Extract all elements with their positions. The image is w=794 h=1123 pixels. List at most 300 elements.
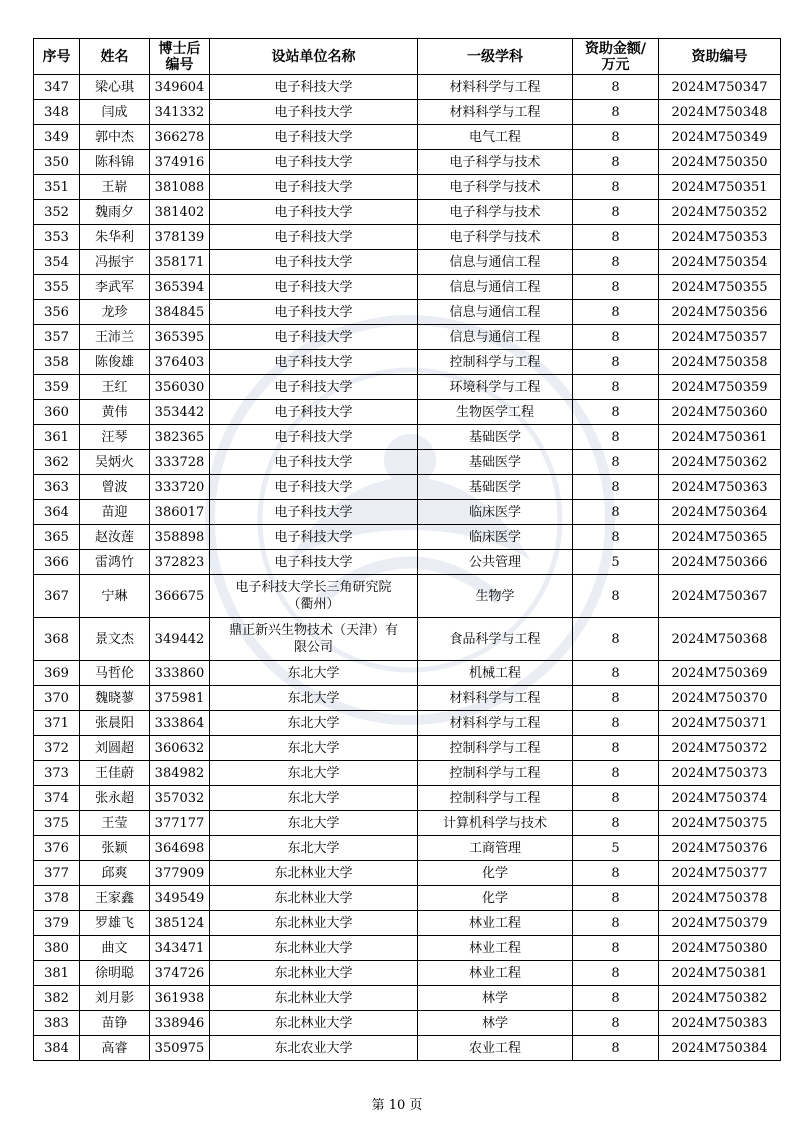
table-header-row <box>34 39 781 75</box>
cell-discipline: 林学 <box>418 1011 573 1036</box>
cell-name: 罗雄飞 <box>80 911 150 936</box>
cell-institution: 电子科技大学 <box>210 325 418 350</box>
cell-discipline: 材料科学与工程 <box>418 686 573 711</box>
cell-grant-id: 2024M750363 <box>659 475 781 500</box>
cell-postdoc-id: 356030 <box>150 375 210 400</box>
page-number: 第 10 页 <box>371 1098 423 1113</box>
cell-amount: 8 <box>573 500 659 525</box>
cell-amount: 5 <box>573 836 659 861</box>
table-row <box>34 811 781 836</box>
cell-index: 350 <box>34 150 80 175</box>
cell-index: 356 <box>34 300 80 325</box>
cell-amount: 8 <box>573 786 659 811</box>
table-row <box>34 325 781 350</box>
funding-table <box>33 38 781 1061</box>
cell-amount: 8 <box>573 761 659 786</box>
cell-grant-id: 2024M750368 <box>659 618 781 661</box>
cell-institution: 东北农业大学 <box>210 1036 418 1061</box>
cell-amount: 8 <box>573 936 659 961</box>
cell-index: 379 <box>34 911 80 936</box>
cell-name: 魏晓蓼 <box>80 686 150 711</box>
cell-discipline: 控制科学与工程 <box>418 350 573 375</box>
cell-discipline: 电气工程 <box>418 125 573 150</box>
cell-amount: 8 <box>573 861 659 886</box>
cell-institution: 电子科技大学 <box>210 350 418 375</box>
cell-postdoc-id: 358171 <box>150 250 210 275</box>
table-row <box>34 500 781 525</box>
cell-amount: 8 <box>573 425 659 450</box>
cell-index: 368 <box>34 618 80 661</box>
cell-name: 王沛兰 <box>80 325 150 350</box>
cell-grant-id: 2024M750374 <box>659 786 781 811</box>
cell-index: 349 <box>34 125 80 150</box>
cell-institution: 东北林业大学 <box>210 911 418 936</box>
cell-postdoc-id: 374726 <box>150 961 210 986</box>
cell-discipline: 材料科学与工程 <box>418 75 573 100</box>
cell-postdoc-id: 386017 <box>150 500 210 525</box>
cell-discipline: 工商管理 <box>418 836 573 861</box>
table-row <box>34 175 781 200</box>
cell-index: 347 <box>34 75 80 100</box>
cell-amount: 8 <box>573 1036 659 1061</box>
cell-amount: 8 <box>573 200 659 225</box>
cell-discipline: 基础医学 <box>418 425 573 450</box>
table-row <box>34 225 781 250</box>
cell-grant-id: 2024M750362 <box>659 450 781 475</box>
cell-grant-id: 2024M750352 <box>659 200 781 225</box>
cell-discipline: 化学 <box>418 861 573 886</box>
cell-postdoc-id: 384845 <box>150 300 210 325</box>
cell-institution: 东北林业大学 <box>210 986 418 1011</box>
cell-amount: 8 <box>573 250 659 275</box>
cell-postdoc-id: 338946 <box>150 1011 210 1036</box>
cell-discipline: 林业工程 <box>418 961 573 986</box>
cell-name: 梁心琪 <box>80 75 150 100</box>
cell-name: 景文杰 <box>80 618 150 661</box>
cell-institution: 东北大学 <box>210 661 418 686</box>
cell-amount: 8 <box>573 961 659 986</box>
cell-name: 陈俊雄 <box>80 350 150 375</box>
cell-institution: 东北林业大学 <box>210 936 418 961</box>
cell-postdoc-id: 349442 <box>150 618 210 661</box>
cell-institution: 电子科技大学 <box>210 150 418 175</box>
table-row <box>34 836 781 861</box>
cell-institution: 东北大学 <box>210 736 418 761</box>
cell-name: 张颖 <box>80 836 150 861</box>
table-row <box>34 150 781 175</box>
cell-discipline: 食品科学与工程 <box>418 618 573 661</box>
cell-index: 365 <box>34 525 80 550</box>
cell-grant-id: 2024M750366 <box>659 550 781 575</box>
table-row <box>34 736 781 761</box>
table-row <box>34 300 781 325</box>
cell-amount: 8 <box>573 618 659 661</box>
cell-index: 352 <box>34 200 80 225</box>
cell-postdoc-id: 333864 <box>150 711 210 736</box>
cell-index: 364 <box>34 500 80 525</box>
cell-institution: 东北大学 <box>210 836 418 861</box>
cell-amount: 8 <box>573 75 659 100</box>
cell-discipline: 控制科学与工程 <box>418 761 573 786</box>
cell-institution: 电子科技大学 <box>210 250 418 275</box>
cell-name: 吴炳火 <box>80 450 150 475</box>
cell-index: 373 <box>34 761 80 786</box>
cell-name: 苗迎 <box>80 500 150 525</box>
cell-index: 370 <box>34 686 80 711</box>
cell-discipline: 控制科学与工程 <box>418 736 573 761</box>
cell-postdoc-id: 358898 <box>150 525 210 550</box>
cell-discipline: 化学 <box>418 886 573 911</box>
cell-discipline: 电子科学与技术 <box>418 175 573 200</box>
column-header-postdoc-id: 博士后 编号 <box>150 39 210 75</box>
cell-discipline: 林业工程 <box>418 911 573 936</box>
cell-name: 李武军 <box>80 275 150 300</box>
cell-postdoc-id: 377909 <box>150 861 210 886</box>
cell-grant-id: 2024M750353 <box>659 225 781 250</box>
cell-index: 381 <box>34 961 80 986</box>
table-row <box>34 761 781 786</box>
cell-discipline: 电子科学与技术 <box>418 200 573 225</box>
cell-discipline: 材料科学与工程 <box>418 711 573 736</box>
cell-institution: 东北林业大学 <box>210 886 418 911</box>
cell-discipline: 计算机科学与技术 <box>418 811 573 836</box>
cell-grant-id: 2024M750356 <box>659 300 781 325</box>
cell-name: 赵汝莲 <box>80 525 150 550</box>
cell-postdoc-id: 341332 <box>150 100 210 125</box>
column-header-index: 序号 <box>34 39 80 75</box>
cell-amount: 8 <box>573 686 659 711</box>
cell-amount: 8 <box>573 986 659 1011</box>
cell-grant-id: 2024M750358 <box>659 350 781 375</box>
cell-discipline: 生物医学工程 <box>418 400 573 425</box>
cell-name: 张晨阳 <box>80 711 150 736</box>
cell-postdoc-id: 357032 <box>150 786 210 811</box>
table-row <box>34 100 781 125</box>
cell-postdoc-id: 378139 <box>150 225 210 250</box>
cell-name: 雷鸿竹 <box>80 550 150 575</box>
cell-index: 366 <box>34 550 80 575</box>
table-row <box>34 961 781 986</box>
cell-grant-id: 2024M750357 <box>659 325 781 350</box>
table-row <box>34 400 781 425</box>
cell-grant-id: 2024M750367 <box>659 575 781 618</box>
cell-index: 378 <box>34 886 80 911</box>
cell-discipline: 材料科学与工程 <box>418 100 573 125</box>
cell-amount: 8 <box>573 736 659 761</box>
cell-institution: 电子科技大学 <box>210 450 418 475</box>
cell-grant-id: 2024M750361 <box>659 425 781 450</box>
cell-grant-id: 2024M750376 <box>659 836 781 861</box>
table-row <box>34 686 781 711</box>
cell-amount: 8 <box>573 475 659 500</box>
cell-name: 王家鑫 <box>80 886 150 911</box>
cell-amount: 8 <box>573 300 659 325</box>
cell-name: 王红 <box>80 375 150 400</box>
cell-institution: 电子科技大学 <box>210 425 418 450</box>
cell-discipline: 生物学 <box>418 575 573 618</box>
cell-postdoc-id: 384982 <box>150 761 210 786</box>
cell-amount: 8 <box>573 711 659 736</box>
table-row <box>34 450 781 475</box>
cell-grant-id: 2024M750350 <box>659 150 781 175</box>
cell-grant-id: 2024M750364 <box>659 500 781 525</box>
cell-postdoc-id: 376403 <box>150 350 210 375</box>
cell-institution: 电子科技大学 <box>210 400 418 425</box>
cell-discipline: 信息与通信工程 <box>418 325 573 350</box>
table-row <box>34 886 781 911</box>
column-header-name: 姓名 <box>80 39 150 75</box>
cell-institution: 东北大学 <box>210 786 418 811</box>
cell-institution: 东北林业大学 <box>210 861 418 886</box>
cell-index: 380 <box>34 936 80 961</box>
cell-grant-id: 2024M750378 <box>659 886 781 911</box>
cell-institution: 东北大学 <box>210 761 418 786</box>
cell-grant-id: 2024M750348 <box>659 100 781 125</box>
cell-index: 359 <box>34 375 80 400</box>
cell-grant-id: 2024M750360 <box>659 400 781 425</box>
table-row <box>34 786 781 811</box>
cell-amount: 8 <box>573 1011 659 1036</box>
cell-postdoc-id: 375981 <box>150 686 210 711</box>
cell-institution: 东北林业大学 <box>210 961 418 986</box>
cell-discipline: 机械工程 <box>418 661 573 686</box>
cell-amount: 8 <box>573 125 659 150</box>
cell-institution: 东北林业大学 <box>210 1011 418 1036</box>
cell-index: 383 <box>34 1011 80 1036</box>
cell-grant-id: 2024M750371 <box>659 711 781 736</box>
cell-postdoc-id: 365395 <box>150 325 210 350</box>
cell-institution: 鼎正新兴生物技术（天津）有 限公司 <box>210 618 418 661</box>
cell-institution: 电子科技大学 <box>210 375 418 400</box>
cell-index: 367 <box>34 575 80 618</box>
cell-postdoc-id: 381088 <box>150 175 210 200</box>
table-row <box>34 75 781 100</box>
cell-postdoc-id: 361938 <box>150 986 210 1011</box>
cell-index: 355 <box>34 275 80 300</box>
cell-postdoc-id: 372823 <box>150 550 210 575</box>
cell-index: 363 <box>34 475 80 500</box>
table-row <box>34 200 781 225</box>
cell-discipline: 控制科学与工程 <box>418 786 573 811</box>
cell-grant-id: 2024M750359 <box>659 375 781 400</box>
cell-discipline: 信息与通信工程 <box>418 250 573 275</box>
cell-amount: 8 <box>573 375 659 400</box>
table-row <box>34 250 781 275</box>
cell-grant-id: 2024M750383 <box>659 1011 781 1036</box>
column-header-amount: 资助金额/ 万元 <box>573 39 659 75</box>
cell-index: 353 <box>34 225 80 250</box>
table-row <box>34 936 781 961</box>
cell-index: 354 <box>34 250 80 275</box>
cell-postdoc-id: 350975 <box>150 1036 210 1061</box>
cell-index: 348 <box>34 100 80 125</box>
cell-institution: 电子科技大学 <box>210 225 418 250</box>
cell-name: 王佳蔚 <box>80 761 150 786</box>
cell-grant-id: 2024M750347 <box>659 75 781 100</box>
cell-discipline: 农业工程 <box>418 1036 573 1061</box>
cell-name: 刘圆超 <box>80 736 150 761</box>
cell-postdoc-id: 374916 <box>150 150 210 175</box>
cell-name: 苗铮 <box>80 1011 150 1036</box>
cell-postdoc-id: 365394 <box>150 275 210 300</box>
table-row <box>34 525 781 550</box>
cell-postdoc-id: 381402 <box>150 200 210 225</box>
cell-amount: 8 <box>573 911 659 936</box>
cell-grant-id: 2024M750382 <box>659 986 781 1011</box>
cell-amount: 5 <box>573 550 659 575</box>
table-row <box>34 425 781 450</box>
cell-amount: 8 <box>573 350 659 375</box>
cell-grant-id: 2024M750379 <box>659 911 781 936</box>
cell-discipline: 环境科学与工程 <box>418 375 573 400</box>
cell-name: 马哲伦 <box>80 661 150 686</box>
column-header-discipline: 一级学科 <box>418 39 573 75</box>
cell-discipline: 电子科学与技术 <box>418 225 573 250</box>
cell-index: 357 <box>34 325 80 350</box>
cell-amount: 8 <box>573 525 659 550</box>
cell-name: 张永超 <box>80 786 150 811</box>
cell-institution: 电子科技大学 <box>210 500 418 525</box>
cell-grant-id: 2024M750354 <box>659 250 781 275</box>
cell-amount: 8 <box>573 275 659 300</box>
cell-name: 朱华利 <box>80 225 150 250</box>
cell-discipline: 公共管理 <box>418 550 573 575</box>
table-row <box>34 618 781 661</box>
table-row <box>34 275 781 300</box>
table-row <box>34 375 781 400</box>
cell-discipline: 林学 <box>418 986 573 1011</box>
cell-postdoc-id: 366675 <box>150 575 210 618</box>
cell-postdoc-id: 333728 <box>150 450 210 475</box>
cell-institution: 电子科技大学 <box>210 125 418 150</box>
cell-postdoc-id: 366278 <box>150 125 210 150</box>
cell-institution: 东北大学 <box>210 711 418 736</box>
cell-grant-id: 2024M750370 <box>659 686 781 711</box>
column-header-grant-id: 资助编号 <box>659 39 781 75</box>
cell-amount: 8 <box>573 100 659 125</box>
cell-postdoc-id: 343471 <box>150 936 210 961</box>
cell-amount: 8 <box>573 811 659 836</box>
table-row <box>34 1036 781 1061</box>
cell-amount: 8 <box>573 325 659 350</box>
cell-institution: 电子科技大学 <box>210 75 418 100</box>
cell-institution: 电子科技大学 <box>210 275 418 300</box>
cell-postdoc-id: 349549 <box>150 886 210 911</box>
cell-index: 371 <box>34 711 80 736</box>
cell-postdoc-id: 364698 <box>150 836 210 861</box>
cell-index: 377 <box>34 861 80 886</box>
cell-institution: 电子科技大学 <box>210 100 418 125</box>
cell-grant-id: 2024M750369 <box>659 661 781 686</box>
cell-index: 382 <box>34 986 80 1011</box>
table-row <box>34 986 781 1011</box>
cell-discipline: 信息与通信工程 <box>418 300 573 325</box>
cell-postdoc-id: 385124 <box>150 911 210 936</box>
cell-discipline: 电子科学与技术 <box>418 150 573 175</box>
cell-discipline: 临床医学 <box>418 525 573 550</box>
cell-index: 372 <box>34 736 80 761</box>
cell-name: 龙珍 <box>80 300 150 325</box>
cell-postdoc-id: 349604 <box>150 75 210 100</box>
cell-discipline: 林业工程 <box>418 936 573 961</box>
cell-grant-id: 2024M750372 <box>659 736 781 761</box>
cell-institution: 电子科技大学 <box>210 525 418 550</box>
cell-postdoc-id: 377177 <box>150 811 210 836</box>
cell-name: 王莹 <box>80 811 150 836</box>
cell-name: 曾波 <box>80 475 150 500</box>
cell-grant-id: 2024M750380 <box>659 936 781 961</box>
cell-name: 魏雨夕 <box>80 200 150 225</box>
table-row <box>34 661 781 686</box>
cell-index: 361 <box>34 425 80 450</box>
cell-postdoc-id: 360632 <box>150 736 210 761</box>
cell-grant-id: 2024M750375 <box>659 811 781 836</box>
cell-discipline: 临床医学 <box>418 500 573 525</box>
cell-institution: 东北大学 <box>210 686 418 711</box>
table-row <box>34 1011 781 1036</box>
table-row <box>34 350 781 375</box>
cell-index: 369 <box>34 661 80 686</box>
cell-name: 陈科锦 <box>80 150 150 175</box>
cell-grant-id: 2024M750381 <box>659 961 781 986</box>
cell-postdoc-id: 382365 <box>150 425 210 450</box>
cell-postdoc-id: 333720 <box>150 475 210 500</box>
table-row <box>34 575 781 618</box>
cell-name: 闫成 <box>80 100 150 125</box>
cell-institution: 电子科技大学 <box>210 475 418 500</box>
cell-discipline: 基础医学 <box>418 475 573 500</box>
cell-discipline: 基础医学 <box>418 450 573 475</box>
cell-index: 351 <box>34 175 80 200</box>
cell-institution: 电子科技大学长三角研究院 （衢州） <box>210 575 418 618</box>
cell-amount: 8 <box>573 575 659 618</box>
cell-index: 360 <box>34 400 80 425</box>
table-row <box>34 711 781 736</box>
cell-index: 374 <box>34 786 80 811</box>
cell-amount: 8 <box>573 175 659 200</box>
cell-name: 郭中杰 <box>80 125 150 150</box>
cell-index: 376 <box>34 836 80 861</box>
cell-name: 冯振宇 <box>80 250 150 275</box>
cell-name: 王崭 <box>80 175 150 200</box>
cell-index: 358 <box>34 350 80 375</box>
cell-institution: 东北大学 <box>210 811 418 836</box>
cell-name: 黄伟 <box>80 400 150 425</box>
cell-name: 宁琳 <box>80 575 150 618</box>
cell-grant-id: 2024M750377 <box>659 861 781 886</box>
cell-discipline: 信息与通信工程 <box>418 275 573 300</box>
cell-grant-id: 2024M750373 <box>659 761 781 786</box>
cell-index: 362 <box>34 450 80 475</box>
cell-postdoc-id: 353442 <box>150 400 210 425</box>
table-body <box>34 75 781 1061</box>
cell-institution: 电子科技大学 <box>210 300 418 325</box>
column-header-institution: 设站单位名称 <box>210 39 418 75</box>
cell-grant-id: 2024M750365 <box>659 525 781 550</box>
cell-index: 384 <box>34 1036 80 1061</box>
cell-name: 曲文 <box>80 936 150 961</box>
cell-amount: 8 <box>573 150 659 175</box>
cell-name: 徐明聪 <box>80 961 150 986</box>
table-row <box>34 475 781 500</box>
cell-amount: 8 <box>573 450 659 475</box>
table-row <box>34 861 781 886</box>
cell-amount: 8 <box>573 225 659 250</box>
cell-name: 汪琴 <box>80 425 150 450</box>
cell-name: 邱爽 <box>80 861 150 886</box>
cell-grant-id: 2024M750384 <box>659 1036 781 1061</box>
cell-institution: 电子科技大学 <box>210 200 418 225</box>
